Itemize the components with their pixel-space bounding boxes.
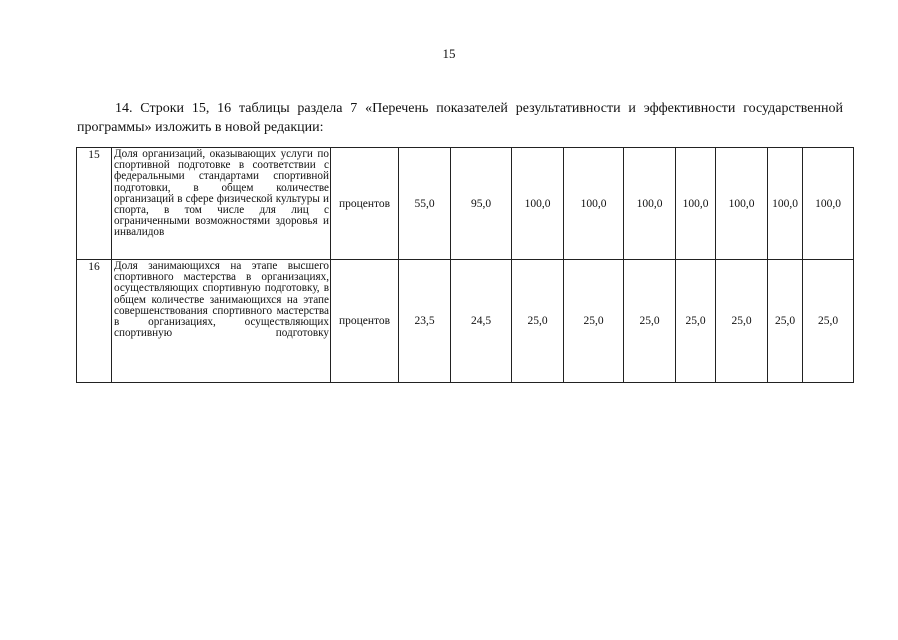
unit-cell: процентов <box>331 148 399 260</box>
value-cell: 100,0 <box>768 148 803 260</box>
value-cell: 25,0 <box>512 260 564 383</box>
value-cell: 95,0 <box>451 148 512 260</box>
value-cell: 24,5 <box>451 260 512 383</box>
value-cell: 100,0 <box>676 148 716 260</box>
value-cell: 25,0 <box>716 260 768 383</box>
value-cell: 55,0 <box>399 148 451 260</box>
row-number: 15 <box>77 148 112 260</box>
row-number: 16 <box>77 260 112 383</box>
value-cell: 100,0 <box>803 148 854 260</box>
value-cell: 23,5 <box>399 260 451 383</box>
value-cell: 25,0 <box>624 260 676 383</box>
unit-cell: процентов <box>331 260 399 383</box>
value-cell: 25,0 <box>768 260 803 383</box>
indicator-name: Доля занимающихся на этапе высшего спортивного мастерства в организациях, осуществляющих спортивную подготовку, в общем количестве занимающихся на этапе совершенствования спортивного мастерства в организациях, осуществляющих спортивную подготовку <box>112 260 331 383</box>
value-cell: 25,0 <box>564 260 624 383</box>
indicator-name: Доля организаций, оказывающих услуги по спортивной подготовке в соответствии с федеральными стандартами спортивной подготовки, в общем количестве организаций в сфере физической культуры и спорта, в том числе для лиц с ограниченными возможностями здоровья и инвалидов <box>112 148 331 260</box>
value-cell: 100,0 <box>716 148 768 260</box>
value-cell: 25,0 <box>803 260 854 383</box>
page-number: 15 <box>442 46 456 61</box>
value-cell: 100,0 <box>512 148 564 260</box>
indicators-table <box>76 147 854 383</box>
value-cell: 25,0 <box>676 260 716 383</box>
value-cell: 100,0 <box>624 148 676 260</box>
amendment-paragraph: 14. Строки 15, 16 таблицы раздела 7 «Перечень показателей результативности и эффективности государственной программы» изложить в новой редакции: <box>77 101 843 135</box>
table-row <box>77 148 854 260</box>
value-cell: 100,0 <box>564 148 624 260</box>
table-row <box>77 260 854 383</box>
